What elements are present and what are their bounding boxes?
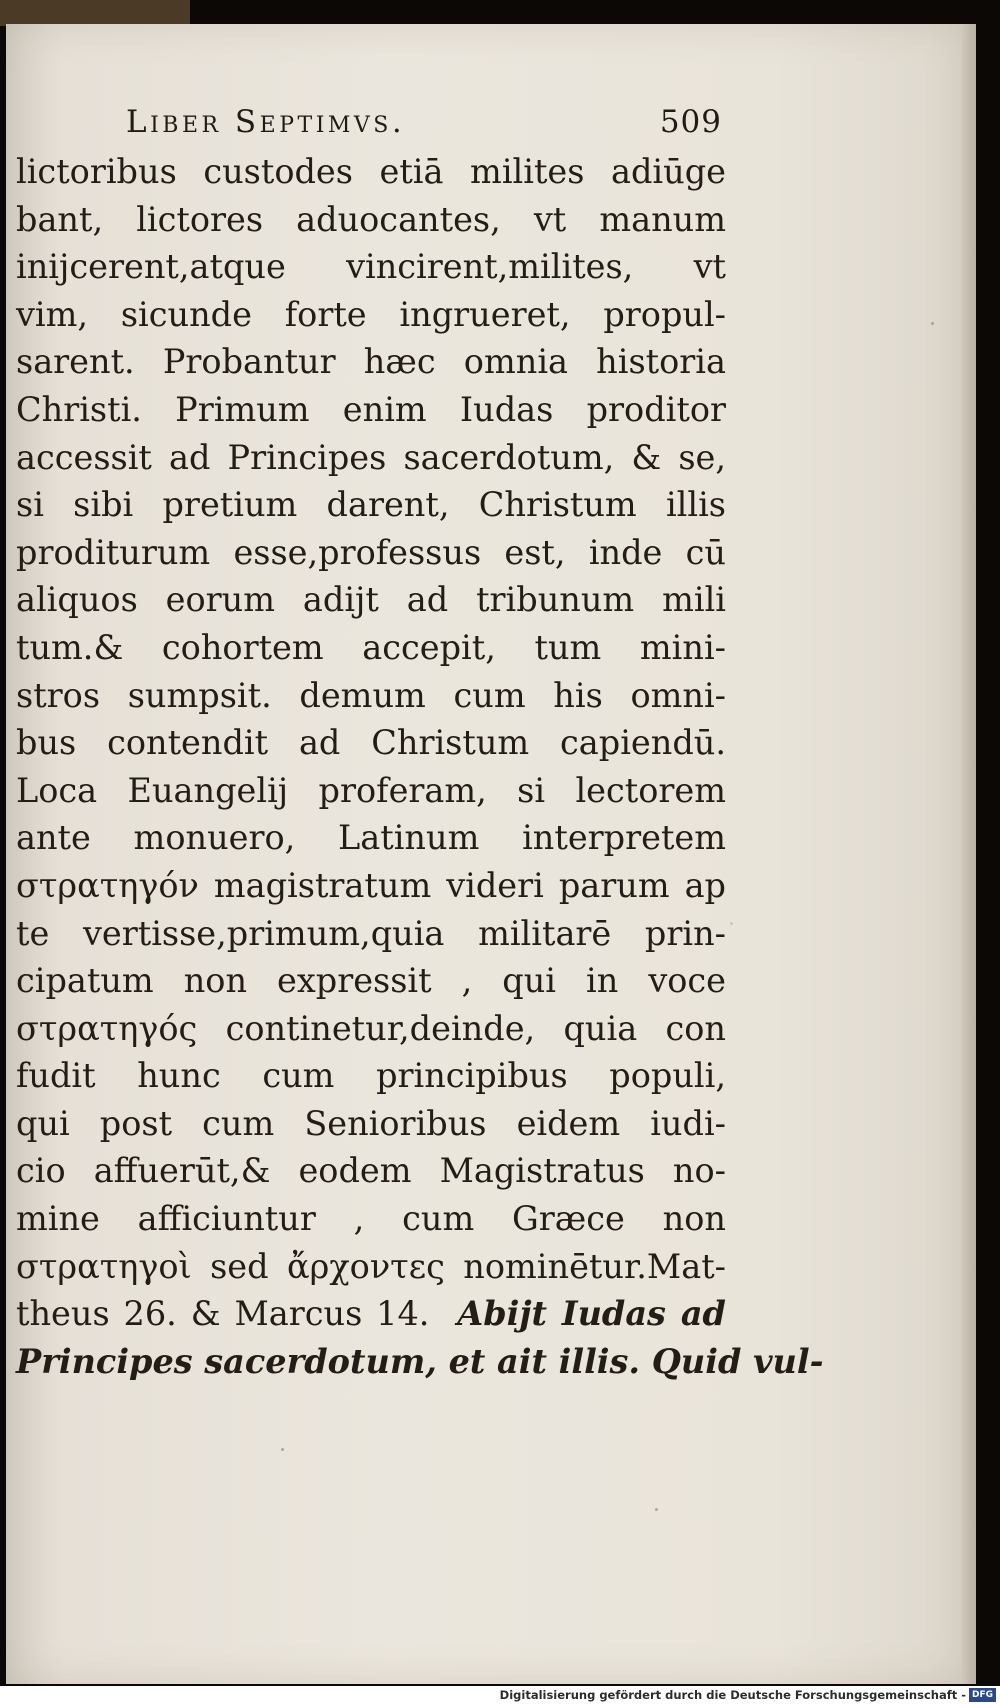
text-line: bant, lictores aduocantes, vt manum (16, 199, 726, 239)
text-line: inijcerent,atque vincirent,milites, vt (16, 247, 726, 287)
text-line: Christi. Primum enim Iudas proditor (16, 389, 726, 429)
text-line-italic: Abijt Iudas ad (457, 1294, 726, 1334)
digitization-credit: Digitalisierung gefördert durch die Deutsche Forschungsgemeinschaft - (499, 1688, 966, 1702)
text-line: στρατηγοὶ sed ἄρχοντες nominētur.Mat- (16, 1246, 726, 1286)
text-line: στρατηγός continetur,deinde, quia con (16, 1008, 726, 1048)
text-line: te vertisse,primum,quia militarē prin- (16, 913, 726, 953)
text-line: tum.& cohortem accepit, tum mini- (16, 627, 726, 667)
page-number: 509 (659, 104, 722, 140)
text-line: stros sumpsit. demum cum his omni- (16, 675, 726, 715)
text-line: lictoribus custodes etiā milites adiūge (16, 152, 726, 191)
text-line: aliquos eorum adijt ad tribunum mili (16, 580, 726, 620)
top-edge-strip (0, 0, 190, 26)
page-edge-shadow (962, 24, 976, 1684)
body-text (16, 148, 824, 1385)
text-line: cio affuerūt,& eodem Magistratus no- (16, 1151, 726, 1191)
text-line-italic-last: Principes sacerdotum, et ait illis. Quid vul- (16, 1341, 824, 1381)
text-line: στρατηγόν magistratum videri parum ap (16, 865, 726, 905)
running-head: Liber Septimvs. (126, 104, 406, 140)
text-line: proditurum esse,professus est, inde cū (16, 532, 726, 572)
dfg-logo: DFG (969, 1688, 996, 1702)
text-line-plain: theus 26. & Marcus 14. (16, 1294, 430, 1334)
text-line: vim, sicunde forte ingrueret, propul- (16, 294, 726, 334)
text-line: sarent. Probantur hæc omnia historia (16, 342, 726, 382)
text-line-mixed (16, 1290, 726, 1338)
text-line: fudit hunc cum principibus populi, (16, 1056, 726, 1096)
text-line: cipatum non expressit , qui in voce (16, 961, 726, 1001)
page-header (126, 98, 722, 146)
text-line: accessit ad Principes sacerdotum, & se, (16, 437, 726, 477)
text-line: bus contendit ad Christum capiendū. (16, 723, 726, 763)
text-line: Loca Euangelij proferam, si lectorem (16, 770, 726, 810)
text-line: ante monuero, Latinum interpretem (16, 818, 726, 858)
text-line: si sibi pretium darent, Christum illis (16, 485, 726, 525)
text-line: mine afficiuntur , cum Græce non (16, 1199, 726, 1239)
text-line: qui post cum Senioribus eidem iudi- (16, 1103, 726, 1143)
